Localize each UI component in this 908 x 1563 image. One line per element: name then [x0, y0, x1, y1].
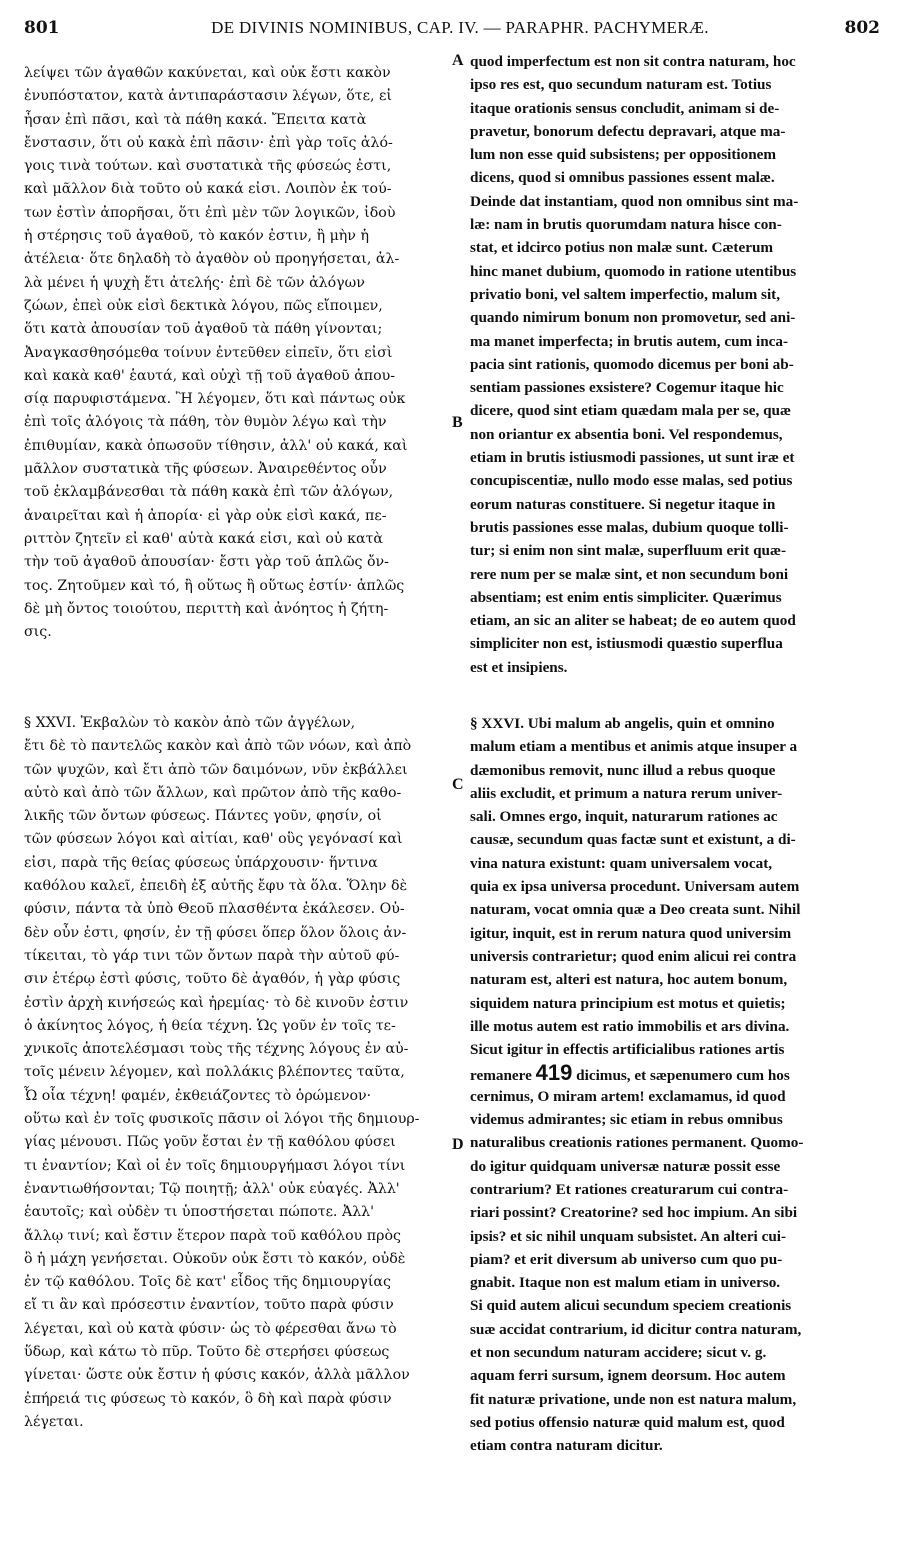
text-line: naturam, vocat omnia quæ a Deo creata sunt. Nihil — [470, 901, 801, 919]
text-line: σις. — [24, 624, 52, 641]
text-line: rere num per se malæ sint, et non secundum boni — [470, 565, 789, 583]
text-line: καὶ μᾶλλον διὰ τοῦτο οὐ κακά εἰσι. Λοιπὸν ἐκ τού- — [24, 181, 392, 198]
text-line: ὕδωρ, καὶ κάτω τὸ πῦρ. Τοῦτο δὲ στερήσει φύσεως — [24, 1344, 390, 1361]
page-header — [0, 14, 908, 42]
text-line: aquam ferri sursum, ignem deorsum. Hoc autem — [470, 1367, 786, 1385]
text-line: των ἐστὶν ἀπορῆσαι, ὅτι ἐπὶ μὲν τῶν λογικῶν, ἰδοὺ — [24, 204, 396, 221]
text-line: dicere, quod sint etiam quædam mala per se, quæ — [470, 402, 791, 420]
text-line: καὶ κακὰ καθ' ἑαυτά, καὶ οὐχὶ τῇ τοῦ ἀγαθοῦ ἀπου- — [24, 367, 396, 384]
text-line: ἐναντιωθήσονται; Τῷ ποιητῇ; ἀλλ' οὐκ εὐαγές. Ἀλλ' — [24, 1180, 400, 1197]
text-line: etiam in brutis istiusmodi passiones, ut sunt iræ et — [470, 449, 795, 467]
text-line: concupiscentiæ, nullo modo esse malas, sed potius — [470, 472, 793, 490]
text-line: ριττὸν ζητεῖν εἰ καθ' αὑτὰ κακά εἰσι, καὶ οὐ κατὰ — [24, 530, 383, 547]
text-line: τοῖς μένειν λέγομεν, καὶ πολλάκις βλέποντες ταῦτα, — [24, 1064, 405, 1081]
text-line: gnabit. Itaque non est malum etiam in universo. — [470, 1274, 781, 1292]
text-line: do igitur quidquam universæ naturæ possit esse — [470, 1157, 781, 1175]
text-line: aliis excludit, et primum a natura rerum univer- — [470, 784, 783, 802]
text-line: γίας μένουσι. Πῶς γοῦν ἔσται ἐν τῇ καθόλου φύσει — [24, 1134, 396, 1151]
text-line: etiam, an sic an aliter se habeat; de eo autem quod — [470, 612, 796, 630]
text-line: ἔνστασιν, ὅτι οὐ κακὰ ἐπὶ πᾶσιν· ἐπὶ γὰρ τοῖς ἀλό- — [24, 134, 393, 151]
text-line: δὲ μὴ ὄντος τοιούτου, περιττὴ καὶ ἀνόητος ἡ ζήτη- — [24, 600, 389, 617]
text-line: Ὦ οἷα τέχνη! φαμέν, ἐκθειάζοντες τὸ ὁρώμενον· — [24, 1087, 372, 1104]
latin-paragraph-1 — [470, 50, 884, 679]
text-line: naturam est, alteri est natura, hoc autem bonum, — [470, 971, 788, 989]
text-line: pacia sint rationis, quomodo dicemus per boni ab- — [470, 355, 794, 373]
text-line: sentiam passiones exsistere? Cogemur itaque hic — [470, 379, 784, 397]
text-line: λείψει τῶν ἀγαθῶν κακύνεται, καὶ οὐκ ἔστι κακὸν — [24, 65, 391, 81]
text-line: lum non esse quid subsistens; per oppositionem — [470, 146, 777, 164]
text-line: εἴ τι ἂν καὶ πρόσεστιν ἐναντίον, τοῦτο παρὰ φύσιν — [24, 1297, 394, 1314]
text-line: ἀτέλεια· ὅτε δηλαδὴ τὸ ἀγαθὸν οὐ προηγήσεται, ἀλ- — [24, 251, 400, 268]
margin-marker-b: B — [452, 414, 463, 431]
text-line: dæmonibus removit, nunc illud a rebus quoque — [470, 761, 776, 779]
text-line: privatio boni, vel saltem imperfectio, malum sit, — [470, 285, 781, 303]
text-line: brutis passiones esse malas, dubium quoque tolli- — [470, 518, 789, 536]
text-line: stat, et idcirco potius non malæ sunt. Cæterum — [470, 239, 774, 257]
text-line: τὴν τοῦ ἀγαθοῦ ἀπουσίαν· ἔστι γὰρ τοῦ ἁπλῶς ὄν- — [24, 554, 389, 571]
text-line: ἐπὶ τοῖς ἀλόγοις τὰ πάθη, τὸν θυμὸν λέγω καὶ τὴν — [24, 414, 387, 431]
text-line: ἔτι δὲ τὸ παντελῶς κακὸν καὶ ἀπὸ τῶν νόων, καὶ ἀπὸ — [24, 738, 412, 755]
text-line: ma manet imperfecta; in brutis autem, cum inca- — [470, 332, 789, 350]
text-line: ζώων, ἐπεὶ οὐκ εἰσὶ δεκτικὰ λόγου, πῶς εἴποιμεν, — [24, 297, 383, 314]
text-line: piam? et erit diversum ab universo cum quo pu- — [470, 1250, 783, 1268]
text-line: τῶν ψυχῶν, καὶ ἔτι ἀπὸ τῶν δαιμόνων, νῦν ἐκβάλλει — [24, 761, 408, 778]
text-line: φύσιν, πάντα τὰ ὑπὸ Θεοῦ πλασθέντα ἐκάλεσεν. Οὐ- — [24, 901, 405, 918]
text-line: universis contrarietur; quod enim alicui rei contra — [470, 947, 797, 965]
text-line: eorum naturas constituere. Si negetur itaque in — [470, 495, 776, 513]
text-line: cernimus, O miram artem! exclamamus, id quod — [470, 1087, 786, 1105]
text-line: videmus admirantes; sic etiam in rebus omnibus — [470, 1111, 783, 1129]
text-line: dicens, quod si omnibus passiones essent malæ. — [470, 169, 775, 187]
text-line: Sicut igitur in effectis artificialibus rationes artis — [470, 1041, 785, 1059]
text-line: ἄλλῳ τινί; καὶ ἔστιν ἕτερον παρὰ τοῦ καθόλου πρὸς — [24, 1227, 401, 1244]
text-line: δὲν οὖν ἐστι, φησίν, ἐν τῇ φύσει ὅπερ ὅλον ὅλοις ἀν- — [24, 924, 407, 941]
text-line: γίνεται· ὥστε οὐκ ἔστιν ἡ φύσις κακόν, ἀλλὰ μᾶλλον — [24, 1367, 410, 1384]
text-line: riari possint? Creatorine? sed hoc impium. An sibi — [470, 1204, 798, 1222]
text-line: absentiam; est enim entis simpliciter. Quærimus — [470, 588, 782, 606]
greek-paragraph-2 — [24, 712, 450, 1434]
text-line: non oriantur ex absentia boni. Vel respondemus, — [470, 425, 783, 443]
text-line: naturalibus creationis rationes permanent. Quomo- — [470, 1134, 804, 1152]
text-line: ἐν τῷ καθόλου. Τοῖς δὲ κατ' εἶδος τῆς δημιουργίας — [24, 1274, 391, 1291]
text-line: σίᾳ παρυφιστάμενα. Ἢ λέγομεν, ὅτι καὶ πάντως οὐκ — [24, 391, 406, 408]
text-line: τοῦ ἐκλαμβάνεσθαι τὰ πάθη κακὰ ἐπὶ τῶν ἀλόγων, — [24, 484, 394, 501]
text-line: ἐπήρειά τις φύσεως τὸ κακόν, ὃ δὴ καὶ παρὰ φύσιν — [24, 1390, 392, 1407]
text-line: siquidem natura principium est motus et quietis; — [470, 994, 786, 1012]
text-line: λέγεται. — [24, 1413, 84, 1430]
text-line: σιν ἑτέρῳ ἐστὶ φύσις, τοῦτο δὲ ἀγαθόν, ἡ γὰρ φύσις — [24, 971, 401, 988]
text-line: quod imperfectum est non sit contra naturam, hoc — [470, 53, 796, 70]
text-line: igitur, inquit, est in rerum natura quod universim — [470, 924, 792, 942]
text-line: λικῆς τῶν ὄντων φύσεως. Πάντες γοῦν, φησίν, οἱ — [24, 808, 382, 825]
text-line: sali. Omnes ergo, inquit, naturarum rationes ac — [470, 808, 778, 826]
text-line-with-page-mark — [470, 1061, 884, 1084]
text-line: vina natura existunt: quam universalem vocat, — [470, 854, 773, 872]
text-line: τῶν φύσεων λόγοι καὶ αἰτίαι, καθ' οὓς γεγόνασί καὶ — [24, 831, 403, 848]
text-line: § XXVI. Ubi malum ab angelis, quin et omnino — [470, 715, 775, 732]
text-line: etiam contra naturam dicitur. — [470, 1437, 663, 1455]
text-line: suæ accidat contrarium, id dicitur contra naturam, — [470, 1320, 802, 1338]
text-fragment: dicimus, et sæpenumero cum hos — [572, 1067, 790, 1085]
text-line: ipso res est, quo secundum naturam est. Totius — [470, 76, 772, 94]
text-line: tur; si enim non sint malæ, superfluum erit quæ- — [470, 542, 787, 560]
greek-paragraph-1 — [24, 62, 450, 644]
text-line: simpliciter non est, istiusmodi quæstio superflua — [470, 635, 783, 653]
text-line: τίκειται, τὸ γάρ τινι τῶν ὄντων παρὰ τὴν αὐτοῦ φύ- — [24, 947, 400, 964]
text-line: ἐστὶν ἀρχὴ κινήσεώς καὶ ἠρεμίας· τὸ δὲ κινοῦν ἐστιν — [24, 994, 409, 1011]
text-line: contrarium? Et rationes creaturarum cui contra- — [470, 1180, 789, 1198]
margin-marker-a: A — [452, 52, 464, 69]
text-line: τος. Ζητοῦμεν καὶ τό, ἢ οὕτως ἢ οὕτως ἐστίν· ἁπλῶς — [24, 577, 405, 594]
text-line: γοις τινὰ τούτων. καὶ συστατικὰ τῆς φύσεώς ἐστι, — [24, 158, 392, 175]
text-line: Ἀναγκασθησόμεθα τοίνυν ἐντεῦθεν εἰπεῖν, ὅτι εἰσὶ — [24, 344, 393, 361]
text-line: et non secundum naturam accidere; sicut v. g. — [470, 1344, 767, 1362]
text-line: αὐτὸ καὶ ἀπὸ τῶν ἄλλων, καὶ πρῶτον ἀπὸ τῆς καθο- — [24, 784, 402, 801]
text-line: μᾶλλον συστατικὰ τῆς φύσεων. Ἀναιρεθέντος οὖν — [24, 461, 387, 478]
running-title: DE DIVINIS NOMINIBUS, CAP. IV. — PARAPHR. PACHYMERÆ. — [211, 18, 709, 37]
page-number-left: 801 — [24, 18, 60, 38]
text-line: ἦσαν ἐπὶ πᾶσι, καὶ τὰ πάθη κακά. Ἔπειτα κατὰ — [24, 111, 367, 128]
text-line: εἰσι, παρὰ τῆς θείας φύσεως ὑπάρχουσιν· ἥντινα — [24, 854, 378, 871]
text-line: χνικοῖς ἀποτελέσμασι τοὺς τῆς τέχνης λόγους ἐν αὐ- — [24, 1041, 409, 1058]
page-number-right: 802 — [844, 18, 880, 38]
text-line: Deinde dat instantiam, quod non omnibus sint ma- — [470, 192, 799, 210]
text-fragment: remanere — [470, 1067, 536, 1085]
text-line: itaque orationis sensus concludit, animam si de- — [470, 99, 780, 117]
text-line: ἐπιθυμίαν, κακὰ ὁπωσοῦν τίθησιν, ἀλλ' οὐ κακά, καὶ — [24, 437, 408, 454]
text-line: ὁ ἀκίνητος λόγος, ἡ θεία τέχνη. Ὡς γοῦν ἐν τοῖς τε- — [24, 1017, 396, 1034]
text-line: est et insipiens. — [470, 658, 568, 676]
text-line: malum etiam a mentibus et animis atque insuper a — [470, 738, 798, 756]
page-mark: 419 — [535, 1061, 573, 1085]
text-line: fit naturæ privatione, unde non est natura malum, — [470, 1390, 797, 1408]
margin-marker-d: D — [452, 1136, 464, 1153]
text-line: καθόλου καλεῖ, ἐπειδὴ ἐξ αὐτῆς ἔφυ τὰ ὅλα. Ὅλην δὲ — [24, 878, 408, 895]
text-line: quando nimirum bonum non promovetur, sed ani- — [470, 309, 796, 327]
text-line: § XXVI. Ἐκβαλὼν τὸ κακὸν ἀπὸ τῶν ἀγγέλων, — [24, 715, 356, 731]
text-line: læ: nam in brutis quorumdam natura hisce con- — [470, 216, 782, 234]
text-line: ἡ στέρησις τοῦ ἀγαθοῦ, τὸ κακόν ἐστιν, ἢ μὴν ἡ — [24, 228, 369, 245]
text-line: ἐνυπόστατον, κατὰ ἀντιπαράστασιν λέγων, ὅτε, εἰ — [24, 88, 392, 105]
text-line: λέγεται, καὶ οὐ κατὰ φύσιν· ὡς τὸ φέρεσθαι ἄνω τὸ — [24, 1320, 397, 1337]
text-line: τι ἐναντίον; Καὶ οἱ ἐν τοῖς δημιουργήμασι λόγοι τίνι — [24, 1157, 406, 1174]
text-line: hinc manet dubium, quomodo in ratione utentibus — [470, 262, 797, 280]
text-line: ἑαυτοῖς; καὶ οὐδὲν τι ὑποστήσεται πώποτε. Ἀλλ' — [24, 1204, 375, 1221]
text-line: λὰ μένει ἡ ψυχὴ ἔτι ἀτελής· ἐπὶ δὲ τῶν ἀλόγων — [24, 274, 365, 291]
text-line: ὅτι κατὰ ἀπουσίαν τοῦ ἀγαθοῦ τὰ πάθη γίνονται; — [24, 321, 383, 338]
text-line: causæ, secundum quas factæ sunt et existunt, a di- — [470, 831, 796, 849]
text-line: ἀναιρεῖται καὶ ἡ ἀπορία· εἰ γὰρ οὐκ εἰσὶ κακά, πε- — [24, 507, 387, 524]
text-line: ipsis? et sic nihil unquam subsistet. An alteri cui- — [470, 1227, 787, 1245]
text-line: sed potius offensio naturæ quid malum est, quod — [470, 1413, 785, 1431]
text-line: quia ex ipsa universa procedunt. Universam autem — [470, 878, 800, 896]
text-line: Si quid autem alicui secundum speciem creationis — [470, 1297, 792, 1315]
text-line: οὕτω καὶ ἐν τοῖς φυσικοῖς πᾶσιν οἱ λόγοι τῆς δημιουρ- — [24, 1111, 420, 1128]
margin-marker-c: C — [452, 776, 464, 793]
text-line: ὃ ἡ μάχη γενήσεται. Οὐκοῦν οὐκ ἔστι τὸ κακόν, οὐδὲ — [24, 1250, 406, 1267]
text-line: ille motus autem est ratio immobilis et ars divina. — [470, 1017, 790, 1035]
text-line: pravetur, bonorum defectu depravari, atque ma- — [470, 122, 786, 140]
latin-paragraph-2 — [470, 712, 884, 1458]
